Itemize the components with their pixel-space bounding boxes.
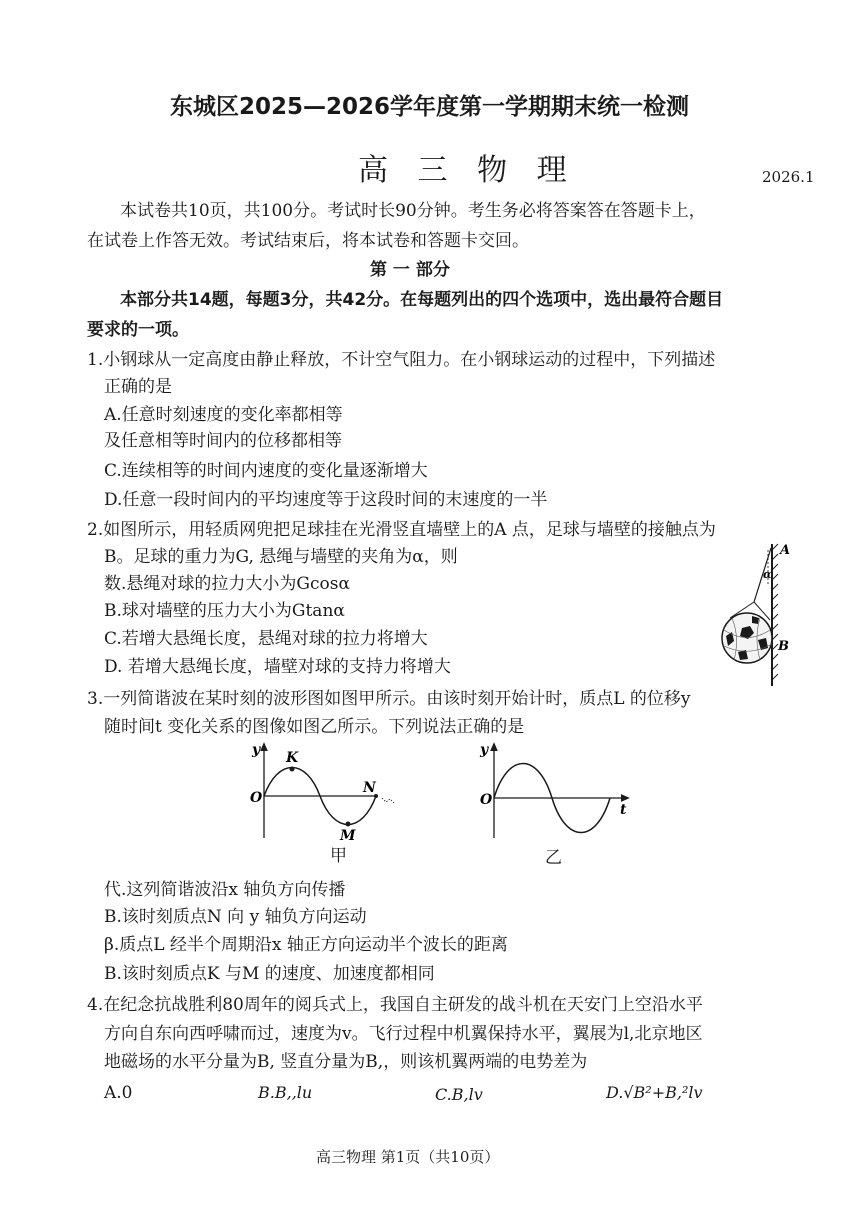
jia-label-m: M bbox=[340, 828, 356, 844]
page-footer: 高三物理 第1页（共10页） bbox=[316, 1148, 500, 1166]
yi-label-y: y bbox=[480, 742, 489, 758]
q4-option-d: D.√B²+B,²lv bbox=[606, 1083, 703, 1102]
q4-option-b: B.B,,lu bbox=[258, 1083, 313, 1102]
q2-option-a: 数.悬绳对球的拉力大小为Gcosα bbox=[104, 574, 350, 594]
q4-option-a: A.0 bbox=[104, 1083, 133, 1103]
q4-option-c: C.B,lv bbox=[435, 1085, 483, 1104]
q1-option-a: A.任意时刻速度的变化率都相等 bbox=[104, 405, 343, 425]
q1-stem-1: 1.小钢球从一定高度由静止释放，不计空气阻力。在小钢球运动的过程中，下列描述 bbox=[87, 350, 716, 370]
q1-stem-2: 正确的是 bbox=[104, 377, 172, 397]
q2-option-d: D. 若增大悬绳长度，墙壁对球的支持力将增大 bbox=[104, 657, 451, 677]
exam-date: 2026.1 bbox=[762, 168, 815, 186]
q3-option-a: 代.这列简谐波沿x 轴负方向传播 bbox=[104, 880, 346, 900]
label-alpha: α bbox=[763, 568, 772, 581]
q1-option-d: D.任意一段时间内的平均速度等于这段时间的末速度的一半 bbox=[104, 490, 548, 510]
yi-label-origin: O bbox=[480, 792, 493, 808]
q2-stem-1: 2.如图所示，用轻质网兜把足球挂在光滑竖直墙壁上的A 点，足球与墙壁的接触点为 bbox=[87, 520, 716, 540]
q1-option-b: 及任意相等时间内的位移都相等 bbox=[104, 431, 342, 451]
part-heading: 第 一 部分 bbox=[370, 260, 450, 280]
q4-stem-2: 方向自东向西呼啸而过，速度为v。飞行过程中机翼保持水平，翼展为l,北京地区 bbox=[104, 1024, 703, 1044]
q4-stem-3: 地磁场的水平分量为B, 竖直分量为B,，则该机翼两端的电势差为 bbox=[104, 1052, 588, 1072]
jia-point-m bbox=[346, 822, 351, 827]
label-point-a: A bbox=[780, 543, 791, 558]
exam-title: 东城区2025—2026学年度第一学期期末统一检测 bbox=[170, 94, 690, 120]
q3-option-d: B.该时刻质点K 与M 的速度、加速度都相同 bbox=[104, 964, 435, 984]
q3-figure-yi-vibration bbox=[476, 742, 646, 842]
exam-subject: 高 三 物 理 bbox=[358, 153, 577, 188]
q1-option-c: C.连续相等的时间内速度的变化量逐渐增大 bbox=[104, 461, 428, 481]
part-instruction-1: 本部分共14题，每题3分，共42分。在每题列出的四个选项中，选出最符合题目 bbox=[120, 290, 724, 310]
jia-label-k: K bbox=[286, 750, 299, 766]
yi-label-t: t bbox=[620, 802, 627, 818]
intro-line-2: 在试卷上作答无效。考试结束后，将本试卷和答题卡交回。 bbox=[87, 231, 529, 251]
q3-figure-jia-waveform bbox=[246, 742, 416, 842]
q4-stem-1: 4.在纪念抗战胜利80周年的阅兵式上，我国自主研发的战斗机在天安门上空沿水平 bbox=[87, 995, 703, 1015]
jia-wave-continuation bbox=[382, 798, 394, 803]
q3-option-c: β.质点L 经半个周期沿x 轴正方向运动半个波长的距离 bbox=[104, 935, 508, 955]
jia-label-n: N bbox=[363, 780, 376, 796]
intro-line-1: 本试卷共10页，共100分。考试时长90分钟。考生务必将答案答在答题卡上， bbox=[120, 201, 706, 221]
q3-option-b: B.该时刻质点N 向 y 轴负方向运动 bbox=[104, 907, 367, 927]
jia-label-origin: O bbox=[250, 790, 263, 806]
q2-option-c: C.若增大悬绳长度，悬绳对球的拉力将增大 bbox=[104, 629, 428, 649]
q3-stem-2: 随时间t 变化关系的图像如图乙所示。下列说法正确的是 bbox=[104, 717, 525, 737]
part-instruction-2: 要求的一项。 bbox=[87, 320, 189, 340]
jia-point-k bbox=[290, 767, 295, 772]
q2-figure-ball-on-wall bbox=[712, 540, 792, 690]
q3-figure-jia-caption: 甲 bbox=[330, 846, 347, 866]
q3-stem-1: 3.一列简谐波在某时刻的波形图如图甲所示。由该时刻开始计时，质点L 的位移y bbox=[87, 689, 691, 709]
q2-stem-2: B。足球的重力为G, 悬绳与墙壁的夹角为α，则 bbox=[104, 547, 458, 567]
label-point-b: B bbox=[778, 639, 789, 654]
q2-option-b: B.球对墙壁的压力大小为Gtanα bbox=[104, 601, 345, 621]
jia-label-y: y bbox=[252, 742, 261, 758]
q3-figure-yi-caption: 乙 bbox=[545, 848, 562, 868]
